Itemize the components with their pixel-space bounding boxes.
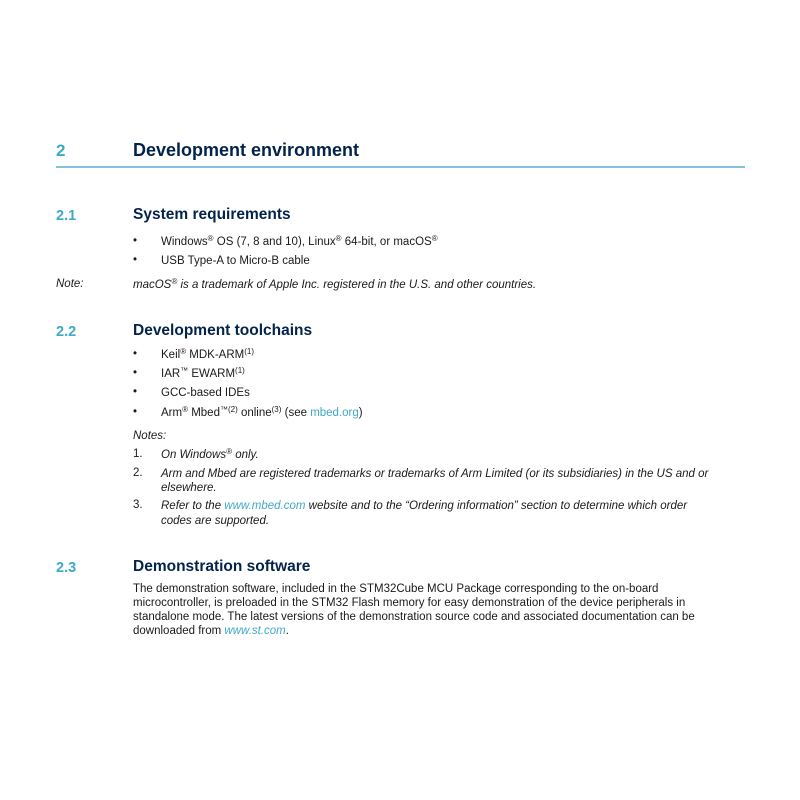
subsection-number-2-1: 2.1 (56, 208, 77, 224)
bullet: • (133, 367, 138, 379)
mbed-org-link[interactable]: mbed.org (310, 407, 359, 419)
list-item: USB Type-A to Micro-B cable (161, 255, 310, 267)
list-item: GCC-based IDEs (161, 387, 250, 399)
note-number: 1. (133, 448, 143, 460)
section-number: 2 (56, 141, 66, 160)
subsection-number-2-3: 2.3 (56, 560, 77, 576)
bullet: • (133, 348, 138, 360)
notes-label: Notes: (133, 430, 167, 442)
subsection-number-2-2: 2.2 (56, 324, 77, 340)
list-item: Arm® Mbed$^{™(2)}$ online$^{(3)}$ (see mbed.org) (161, 405, 363, 419)
section-title: Development environment (133, 140, 360, 160)
subsection-title-demonstration-software: Demonstration software (133, 558, 311, 575)
paragraph-line: microcontroller, is preloaded in the STM32 Flash memory for easy demonstration of the device peripherals in (133, 597, 686, 609)
mbed-com-link[interactable]: www.mbed.com (224, 500, 306, 512)
st-com-link[interactable]: www.st.com (224, 625, 286, 637)
paragraph-line: standalone mode. The latest versions of the demonstration source code and associated documentation can be (133, 611, 695, 623)
subsection-title-development-toolchains: Development toolchains (133, 322, 313, 339)
list-item: Windows® OS (7, 8 and 10), Linux® 64-bit, or macOS® (161, 234, 438, 248)
note-label: Note: (56, 278, 84, 290)
section-divider (56, 166, 745, 168)
bullet: • (133, 254, 138, 266)
list-item: IAR™ EWARM$^{(1)}$ (161, 366, 245, 380)
note-item: On Windows® only. (161, 447, 259, 461)
list-item: Keil® MDK-ARM$^{(1)}$ (161, 347, 255, 361)
bullet: • (133, 235, 138, 247)
note-number: 3. (133, 499, 143, 511)
paragraph-line: The demonstration software, included in the STM32Cube MCU Package corresponding to the on-board (133, 583, 659, 595)
bullet: • (133, 406, 138, 418)
note-number: 2. (133, 467, 143, 479)
bullet: • (133, 386, 138, 398)
subsection-title-system-requirements: System requirements (133, 206, 291, 223)
note-item-line: elsewhere. (161, 482, 217, 494)
note-item-line: Arm and Mbed are registered trademarks or trademarks of Arm Limited (or its subsidiaries) in the US and or (161, 468, 709, 480)
note-item-line: codes are supported. (161, 515, 270, 527)
note-text: macOS® is a trademark of Apple Inc. registered in the U.S. and other countries. (133, 277, 537, 291)
paragraph-line: downloaded from www.st.com. (133, 625, 289, 637)
note-item-line: Refer to the www.mbed.com website and to the “Ordering information” section to determine which order (161, 500, 688, 512)
demo-paragraph (133, 582, 745, 638)
